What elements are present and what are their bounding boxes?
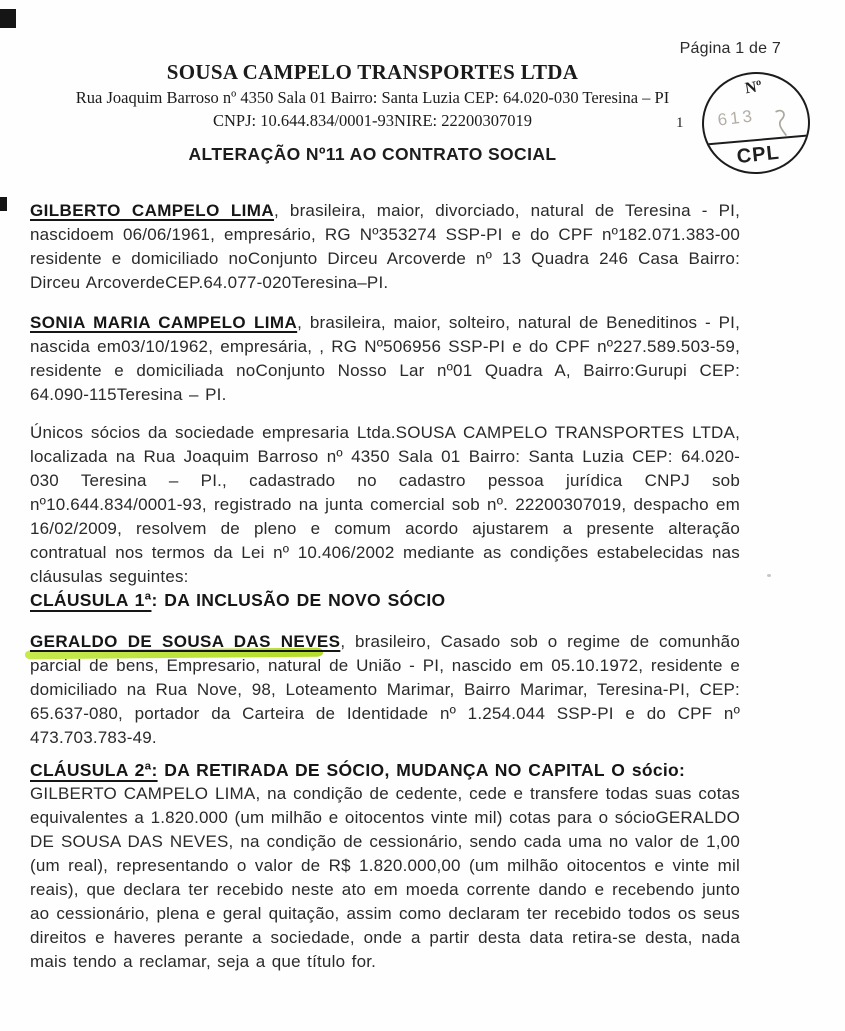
registry-stamp bbox=[702, 72, 806, 170]
document-header bbox=[0, 60, 745, 131]
new-partner-details: , brasileiro, Casado sob o regime de comunhão parcial de bens, Empresario, natural de União - PI, nascido em 05.10.1972, residente e domiciliado na Rua Nove, 98, Loteamento Marimar, Bairro Marimar, Teresina-PI, CEP: 65.637-080, portador da Carteira de Identidade nº 1.254.044 SSP-PI e do CPF nº 473.703.783-49. bbox=[30, 632, 740, 747]
page-indicator: Página 1 de 7 bbox=[679, 40, 781, 57]
partner-name: SONIA MARIA CAMPELO LIMA bbox=[30, 313, 298, 332]
document-title: ALTERAÇÃO Nº11 AO CONTRATO SOCIAL bbox=[188, 144, 557, 164]
clause-2-title: DA RETIRADA DE SÓCIO, MUDANÇA NO CAPITAL O sócio: bbox=[157, 760, 686, 780]
clause-2-heading bbox=[30, 758, 740, 782]
preamble-paragraph: Únicos sócios da sociedade empresaria Ltda.SOUSA CAMPELO TRANSPORTES LTDA, localizada na Rua Joaquim Barroso nº 4350 Sala 01 Bairro: Santa Luzia CEP: 64.020-030 Teresina – PI., cadastrado no cadastro pessoa jurídica CNPJ sob nº10.644.834/0001-93, registrado na junta comercial sob nº. 22200307019, despacho em 16/02/2009, resolvem de pleno e comum acordo ajustarem a presente alteração contratual nos termos da Lei nº 10.406/2002 mediante as condições estabelecidas nas cláusulas seguintes: bbox=[30, 423, 740, 586]
clause-2-body: GILBERTO CAMPELO LIMA, na condição de cedente, cede e transfere todas suas cotas equivalentes a 1.820.000 (um milhão e oitocentos vinte mil) cotas para o sócioGERALDO DE SOUSA DAS NEVES, na condição de cessionário, sendo cada uma no valor de 1,00 (um real), representando o valor de R$ 1.820.000,00 (um milhão oitocentos e vinte mil reais), que declara ter recebido neste ato em moeda corrente dando e recebendo junto ao cessionário, plena e geral quitação, assim como declaram ter recebido todos os seus direitos e haveres perante a sociedade, onde a partir desta data retira-se desta, nada mais tendo a reclamar, seja a que título for. bbox=[30, 784, 740, 971]
stamp-number-label: Nº bbox=[743, 77, 764, 98]
partner-name: GILBERTO CAMPELO LIMA bbox=[30, 201, 275, 220]
stamp-office-label: CPL bbox=[735, 141, 781, 169]
new-partner-name: GERALDO DE SOUSA DAS NEVES bbox=[30, 632, 341, 651]
clause-2-label: CLÁUSULA 2ª: bbox=[30, 760, 158, 780]
company-address: Rua Joaquim Barroso nº 4350 Sala 01 Bairro: Santa Luzia CEP: 64.020-030 Teresina – PI bbox=[75, 88, 670, 107]
company-registration: CNPJ: 10.644.834/0001-93NIRE: 22200307019 bbox=[212, 111, 532, 130]
clause-1-label: CLÁUSULA 1ª bbox=[30, 590, 152, 610]
partner-details: , brasileira, maior, divorciado, natural de Teresina - PI, nascidoem 06/06/1961, empresário, RG Nº353274 SSP-PI e do CPF nº182.071.383-00 residente e domiciliado noConjunto Dirceu Arcoverde nº 13 Quadra 246 Casa Bairro: Dirceu ArcoverdeCEP.64.077-020Teresina–PI. bbox=[30, 201, 740, 292]
company-name: SOUSA CAMPELO TRANSPORTES LTDA bbox=[166, 60, 579, 84]
partner-paragraph-sonia bbox=[30, 311, 740, 407]
stamp-circle bbox=[699, 68, 814, 177]
partner-details: , brasileira, maior, solteiro, natural de Beneditinos - PI, nascida em03/10/1962, empresária, , RG Nº506956 SSP-PI e do CPF nº227.589.503-59, residente e domiciliada noConjunto Nosso Lar nº01 Quadra A, Bairro:Gurupi CEP: 64.090-115Teresina – PI. bbox=[30, 313, 741, 404]
clause-2-section bbox=[30, 758, 740, 974]
margin-page-number: 1 bbox=[676, 115, 684, 131]
clause-1-title: : DA INCLUSÃO DE NOVO SÓCIO bbox=[151, 590, 446, 610]
scan-artifact-top-left bbox=[0, 9, 16, 28]
scan-artifact-left-edge bbox=[0, 197, 7, 211]
scan-speck bbox=[767, 574, 771, 577]
partner-paragraph-gilberto bbox=[30, 199, 740, 295]
clause-1-heading bbox=[30, 588, 740, 612]
new-partner-paragraph bbox=[30, 630, 740, 750]
stamp-handwritten-number: 613 bbox=[716, 106, 756, 130]
